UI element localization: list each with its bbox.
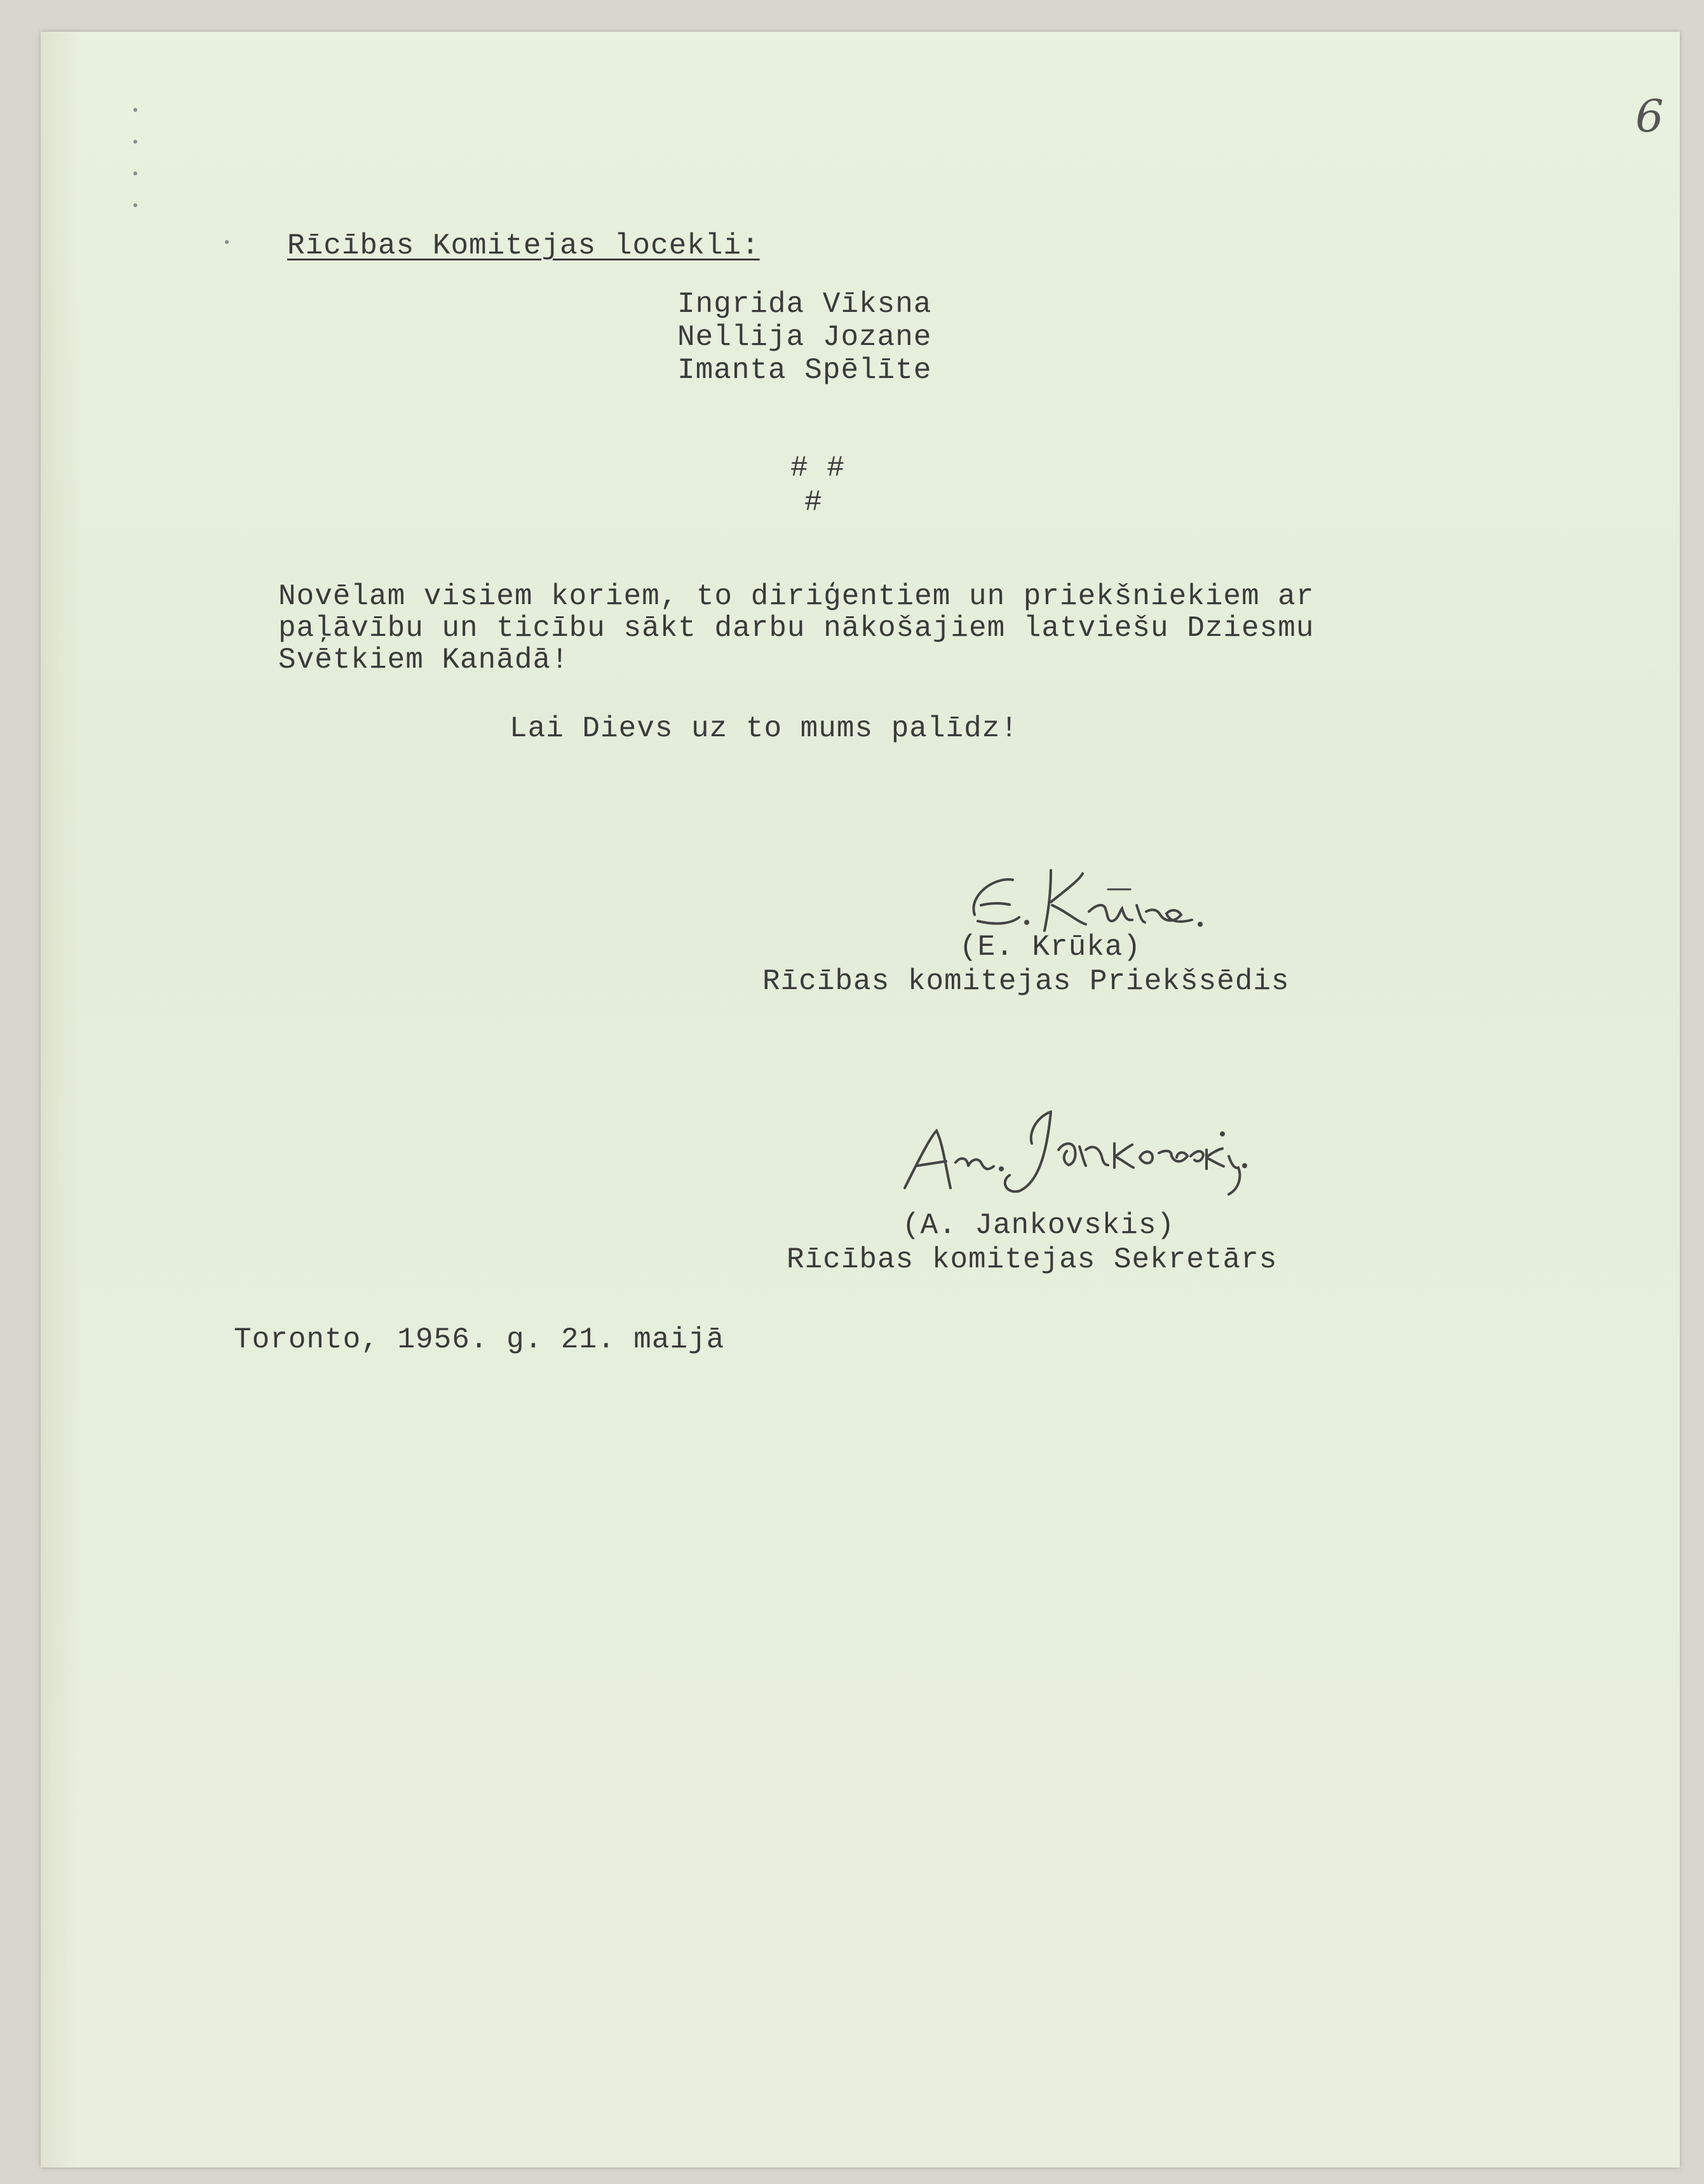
document-page: [41, 32, 1680, 2167]
member-name: Imanta Spēlīte: [677, 354, 932, 387]
message-line: paļāvību un ticību sākt darbu nākošajiem latviešu Dziesmu: [278, 612, 1315, 645]
message-line: Novēlam visiem koriem, to diriģentiem un priekšniekiem ar: [278, 580, 1315, 613]
signatory-title: Rīcības komitejas Sekretārs: [787, 1243, 1278, 1276]
date-line: Toronto, 1956. g. 21. maijā: [234, 1323, 725, 1356]
page-number: 6: [1635, 90, 1664, 142]
signature-jankovskis: [892, 1086, 1273, 1213]
blessing: Lai Dievs uz to mums palīdz!: [510, 712, 1018, 745]
margin-mark: [133, 203, 137, 207]
signatory-title: Rīcības komitejas Priekšsēdis: [762, 965, 1290, 998]
margin-mark: [225, 240, 229, 244]
member-name: Nellija Jozane: [677, 321, 932, 354]
committee-heading: Rīcības Komitejas locekli:: [287, 229, 760, 262]
margin-mark: [133, 172, 137, 175]
signatory-name: (A. Jankovskis): [902, 1209, 1175, 1242]
member-name: Ingrida Vīksna: [677, 288, 932, 321]
message-line: Svētkiem Kanādā!: [278, 644, 569, 677]
separator-bottom: #: [804, 486, 823, 519]
margin-mark: [133, 140, 137, 144]
signatory-name: (E. Krūka): [959, 931, 1142, 964]
separator-top: # #: [790, 452, 845, 485]
margin-mark: [133, 108, 137, 112]
